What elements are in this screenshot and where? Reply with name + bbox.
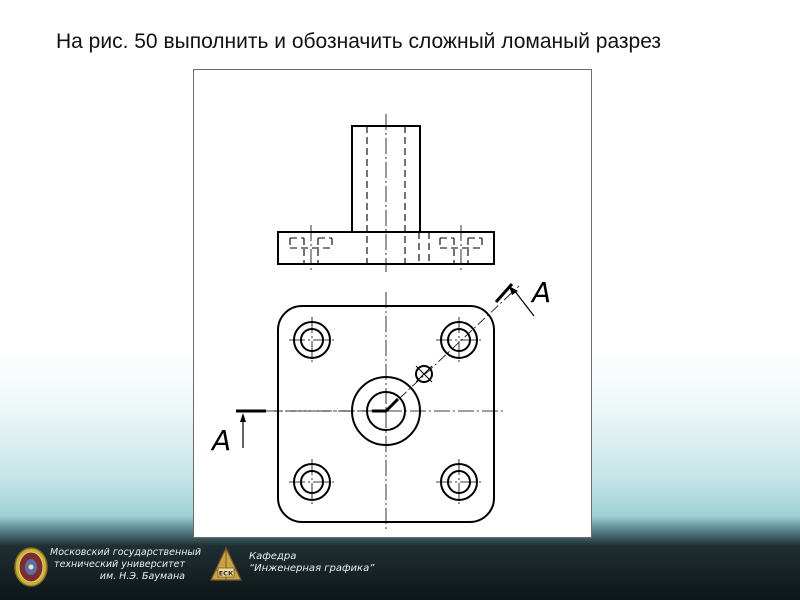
section-label-top: А xyxy=(532,276,552,309)
university-name xyxy=(50,547,202,583)
department-logo-text: ЕСК xyxy=(218,569,234,578)
university-line-2: технический университет xyxy=(54,559,185,570)
university-emblem-icon xyxy=(14,547,48,587)
footer-bar xyxy=(0,540,800,600)
drawing-canvas xyxy=(194,70,593,539)
department-logo-icon xyxy=(207,544,245,584)
university-line-3: им. Н.Э. Баумана xyxy=(99,571,185,582)
department-line-1: Кафедра xyxy=(249,551,297,562)
slide-title: На рис. 50 выполнить и обозначить сложный ломаный разрез xyxy=(56,30,662,53)
university-line-1: Московский государственный xyxy=(50,547,202,558)
section-line xyxy=(236,284,534,448)
front-view xyxy=(278,114,494,272)
section-label-bottom: А xyxy=(212,424,232,457)
technical-drawing xyxy=(193,69,592,538)
department-name xyxy=(249,551,374,575)
department-line-2: “Инженерная графика” xyxy=(249,563,375,574)
